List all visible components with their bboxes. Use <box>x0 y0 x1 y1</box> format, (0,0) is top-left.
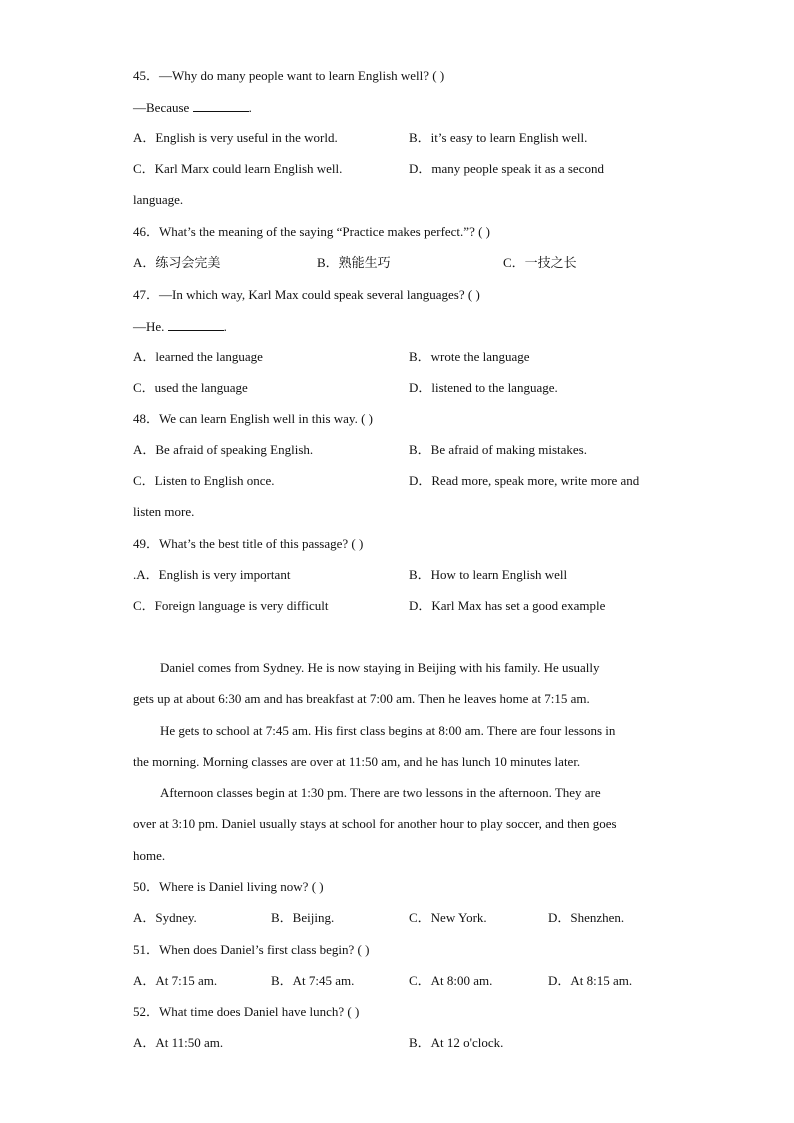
question-51-option-c[interactable]: C．At 8:00 am. <box>409 973 493 988</box>
question-50-stem: 50．Where is Daniel living now? ( ) <box>133 879 324 894</box>
passage-paragraph-3-line-3: home. <box>133 848 166 863</box>
question-47-stem: 47．—In which way, Karl Max could speak several languages? ( ) <box>133 287 480 302</box>
passage-paragraph-1-line-1: Daniel comes from Sydney. He is now staying in Beijing with his family. He usually <box>160 660 600 675</box>
question-46-stem: 46．What’s the meaning of the saying “Practice makes perfect.”? ( ) <box>133 224 490 239</box>
question-45-option-d[interactable]: D．many people speak it as a second <box>409 161 604 176</box>
answer-blank[interactable] <box>168 317 224 331</box>
question-47-option-c[interactable]: C．used the language <box>133 380 248 395</box>
question-51-option-d[interactable]: D．At 8:15 am. <box>548 973 633 988</box>
question-52-option-a[interactable]: A．At 11:50 am. <box>133 1035 224 1050</box>
question-50-option-d[interactable]: D．Shenzhen. <box>548 910 625 925</box>
question-45-stem: 45．—Why do many people want to learn English well? ( ) <box>133 68 445 83</box>
question-51-option-b[interactable]: B．At 7:45 am. <box>271 973 355 988</box>
question-45-option-a[interactable]: A．English is very useful in the world. <box>133 130 338 145</box>
question-52-stem: 52．What time does Daniel have lunch? ( ) <box>133 1004 360 1019</box>
question-45-answer-line <box>133 98 252 116</box>
answer-suffix: . <box>248 100 252 115</box>
answer-prefix: —He. <box>133 319 168 334</box>
question-47-option-d[interactable]: D．listened to the language. <box>409 380 558 395</box>
question-49-option-a[interactable]: .A．English is very important <box>133 567 291 582</box>
question-48-stem: 48．We can learn English well in this way. ( ) <box>133 411 373 426</box>
question-46-option-b[interactable]: B．熟能生巧 <box>317 255 391 270</box>
question-45-option-b[interactable]: B．it’s easy to learn English well. <box>409 130 588 145</box>
question-46-option-c[interactable]: C．一技之长 <box>503 255 577 270</box>
passage-paragraph-2-line-1: He gets to school at 7:45 am. His first class begins at 8:00 am. There are four lessons in <box>160 723 616 738</box>
passage-paragraph-3-line-1: Afternoon classes begin at 1:30 pm. There are two lessons in the afternoon. They are <box>160 785 601 800</box>
question-45-option-c[interactable]: C．Karl Marx could learn English well. <box>133 161 343 176</box>
passage-paragraph-1-line-2: gets up at about 6:30 am and has breakfast at 7:00 am. Then he leaves home at 7:15 am. <box>133 691 590 706</box>
question-50-option-a[interactable]: A．Sydney. <box>133 910 197 925</box>
answer-suffix: . <box>223 319 227 334</box>
question-47-option-b[interactable]: B．wrote the language <box>409 349 530 364</box>
question-52-option-b[interactable]: B．At 12 o'clock. <box>409 1035 504 1050</box>
question-49-option-d[interactable]: D．Karl Max has set a good example <box>409 598 606 613</box>
passage-paragraph-2-line-2: the morning. Morning classes are over at 11:50 am, and he has lunch 10 minutes later. <box>133 754 581 769</box>
question-49-option-b[interactable]: B．How to learn English well <box>409 567 568 582</box>
question-49-option-c[interactable]: C．Foreign language is very difficult <box>133 598 329 613</box>
passage-paragraph-3-line-2: over at 3:10 pm. Daniel usually stays at school for another hour to play soccer, and then goes <box>133 816 617 831</box>
question-48-option-c[interactable]: C．Listen to English once. <box>133 473 275 488</box>
question-48-option-a[interactable]: A．Be afraid of speaking English. <box>133 442 314 457</box>
question-50-option-c[interactable]: C．New York. <box>409 910 487 925</box>
question-51-option-a[interactable]: A．At 7:15 am. <box>133 973 218 988</box>
question-49-stem: 49．What’s the best title of this passage? ( ) <box>133 536 364 551</box>
answer-blank[interactable] <box>193 98 249 112</box>
answer-prefix: —Because <box>133 100 193 115</box>
question-48-option-d[interactable]: D．Read more, speak more, write more and <box>409 473 640 488</box>
question-50-option-b[interactable]: B．Beijing. <box>271 910 335 925</box>
question-47-option-a[interactable]: A．learned the language <box>133 349 263 364</box>
question-48-option-b[interactable]: B．Be afraid of making mistakes. <box>409 442 587 457</box>
question-45-option-d-continued: language. <box>133 192 184 207</box>
question-47-answer-line <box>133 317 227 335</box>
question-46-option-a[interactable]: A．练习会完美 <box>133 255 221 270</box>
question-51-stem: 51．When does Daniel’s first class begin? ( ) <box>133 942 370 957</box>
question-48-option-d-continued: listen more. <box>133 504 195 519</box>
